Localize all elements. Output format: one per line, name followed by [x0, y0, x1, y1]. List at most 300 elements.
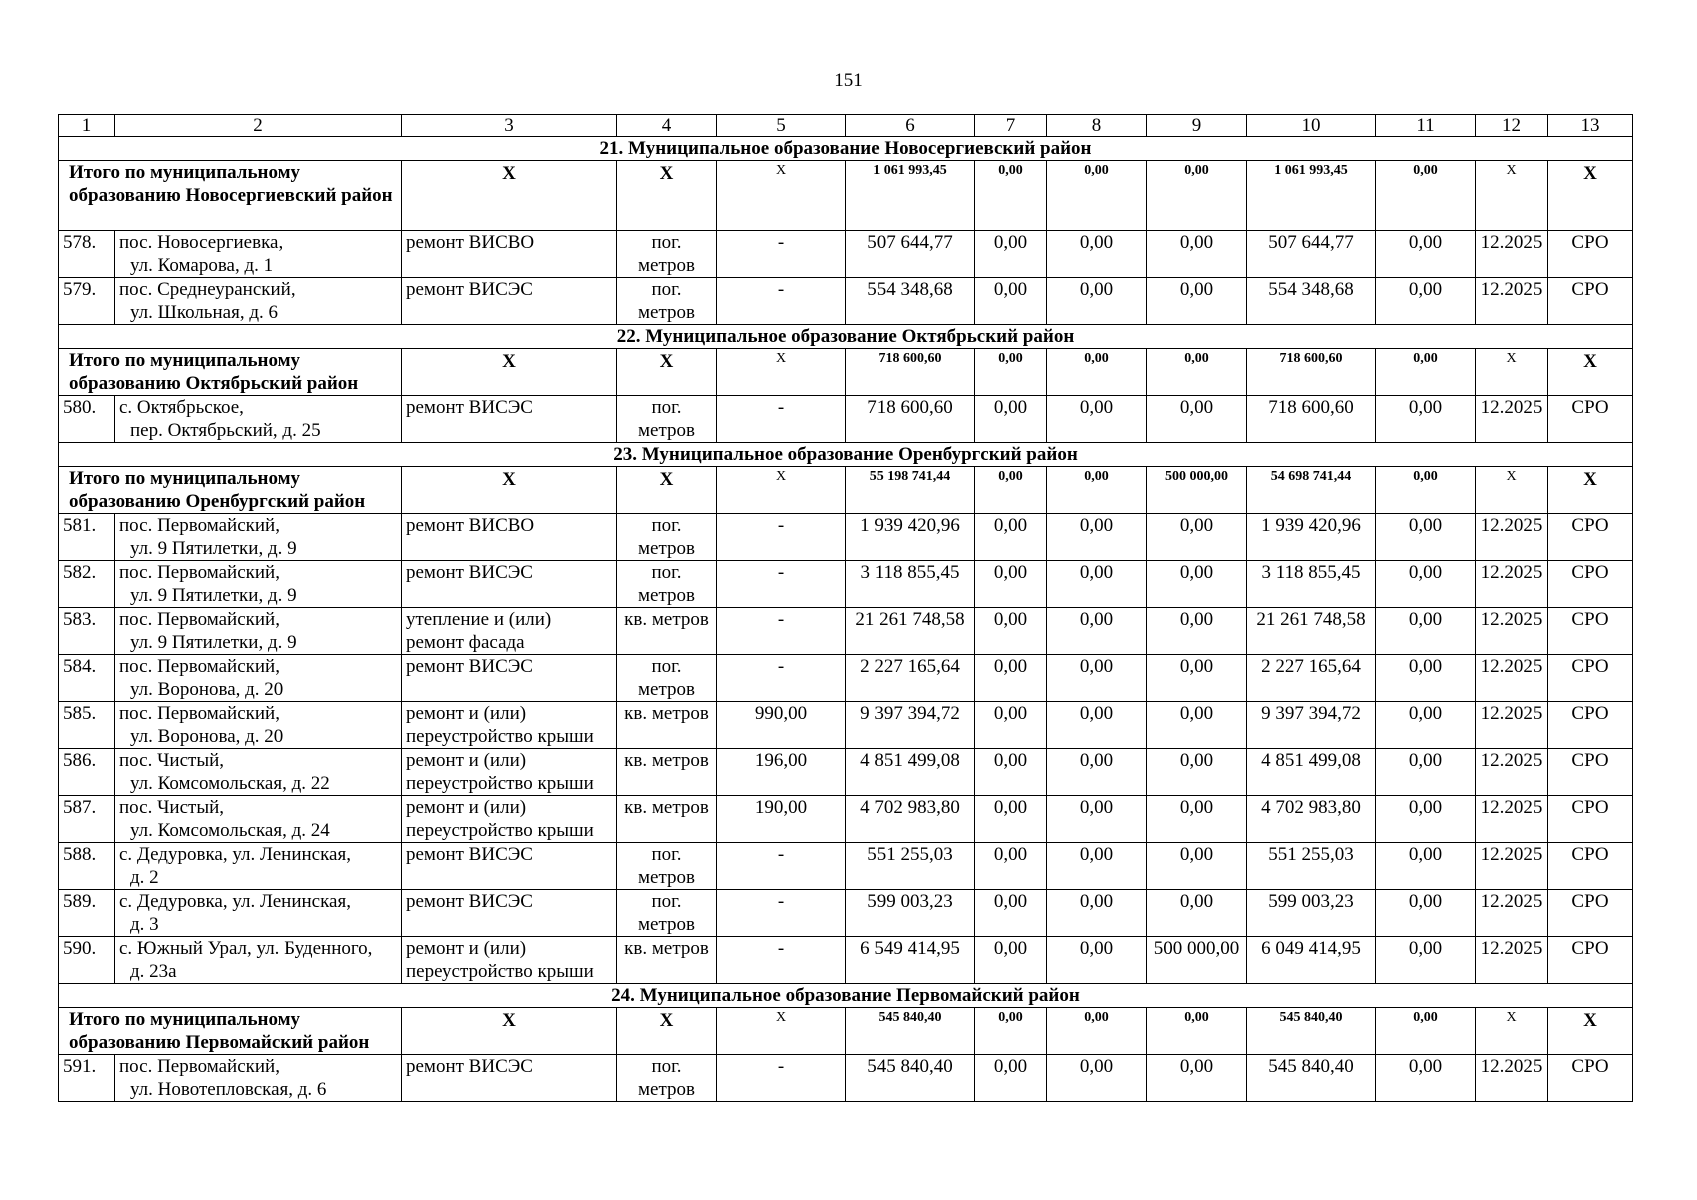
- value-c8: 0,00: [1047, 278, 1147, 325]
- value-c8: 0,00: [1047, 655, 1147, 702]
- unit: пог. метров: [617, 561, 717, 608]
- value-c9: 0,00: [1147, 749, 1247, 796]
- work-type: ремонт ВИСЭС: [402, 655, 617, 702]
- value-c11: 0,00: [1376, 937, 1476, 984]
- total-deadline: X: [1476, 161, 1548, 231]
- value-c10: 2 227 165,64: [1247, 655, 1376, 702]
- value-c12: 12.2025: [1476, 396, 1548, 443]
- value-c7: 0,00: [975, 749, 1047, 796]
- row-number: 586.: [59, 749, 115, 796]
- value-c11: 0,00: [1376, 231, 1476, 278]
- row-number: 578.: [59, 231, 115, 278]
- work-type: ремонт ВИСЭС: [402, 1055, 617, 1102]
- value-c12: 12.2025: [1476, 702, 1548, 749]
- method: СРО: [1548, 608, 1633, 655]
- value-c9: 0,00: [1147, 655, 1247, 702]
- address-line-1: пос. Чистый,: [119, 797, 225, 818]
- row-number: 590.: [59, 937, 115, 984]
- value-c6: 718 600,60: [846, 396, 975, 443]
- work-type: ремонт и (или) переустройство крыши: [402, 749, 617, 796]
- address-line-2: ул. Комсомольская, д. 22: [130, 773, 330, 794]
- value-c5: 990,00: [717, 702, 846, 749]
- value-c5: -: [717, 396, 846, 443]
- column-number-cell: 12: [1476, 115, 1548, 137]
- work-type: ремонт ВИСВО: [402, 231, 617, 278]
- total-amount-c6: 718 600,60: [846, 349, 975, 396]
- unit: пог. метров: [617, 655, 717, 702]
- table-row: [59, 937, 1633, 984]
- address-cell: [115, 608, 402, 655]
- total-unit: X: [617, 161, 717, 231]
- table-row: [59, 655, 1633, 702]
- value-c10: 599 003,23: [1247, 890, 1376, 937]
- value-c7: 0,00: [975, 890, 1047, 937]
- value-c10: 554 348,68: [1247, 278, 1376, 325]
- value-c5: -: [717, 514, 846, 561]
- value-c5: -: [717, 655, 846, 702]
- value-c9: 0,00: [1147, 231, 1247, 278]
- value-c6: 551 255,03: [846, 843, 975, 890]
- value-c8: 0,00: [1047, 514, 1147, 561]
- address-line-1: с. Южный Урал, ул. Буденного,: [119, 938, 373, 959]
- unit: кв. метров: [617, 749, 717, 796]
- value-c8: 0,00: [1047, 890, 1147, 937]
- method: СРО: [1548, 702, 1633, 749]
- value-c10: 21 261 748,58: [1247, 608, 1376, 655]
- unit: пог. метров: [617, 890, 717, 937]
- work-type: ремонт ВИСЭС: [402, 890, 617, 937]
- table-row: [59, 608, 1633, 655]
- method: СРО: [1548, 231, 1633, 278]
- unit: кв. метров: [617, 937, 717, 984]
- table-row: [59, 890, 1633, 937]
- value-c12: 12.2025: [1476, 1055, 1548, 1102]
- unit: пог. метров: [617, 843, 717, 890]
- method: СРО: [1548, 514, 1633, 561]
- address-line-1: пос. Новосергиевка,: [119, 232, 284, 253]
- address-line-1: пос. Первомайский,: [119, 515, 280, 536]
- value-c11: 0,00: [1376, 843, 1476, 890]
- value-c5: -: [717, 1055, 846, 1102]
- column-number-cell: 7: [975, 115, 1047, 137]
- total-label: Итого по муниципальному образованию Первомайский район: [59, 1008, 402, 1055]
- value-c5: -: [717, 561, 846, 608]
- value-c11: 0,00: [1376, 514, 1476, 561]
- total-label: Итого по муниципальному образованию Октябрьский район: [59, 349, 402, 396]
- address-cell: [115, 702, 402, 749]
- value-c9: 0,00: [1147, 702, 1247, 749]
- total-amount-c9: 0,00: [1147, 349, 1247, 396]
- value-c6: 554 348,68: [846, 278, 975, 325]
- total-label: Итого по муниципальному образованию Оренбургский район: [59, 467, 402, 514]
- total-amount-c6: 55 198 741,44: [846, 467, 975, 514]
- row-number: 580.: [59, 396, 115, 443]
- value-c10: 4 851 499,08: [1247, 749, 1376, 796]
- value-c11: 0,00: [1376, 749, 1476, 796]
- column-number-cell: 3: [402, 115, 617, 137]
- value-c11: 0,00: [1376, 561, 1476, 608]
- row-number: 583.: [59, 608, 115, 655]
- column-number-cell: 13: [1548, 115, 1633, 137]
- total-amount-c9: 0,00: [1147, 161, 1247, 231]
- section-total-row: [59, 467, 1633, 514]
- address-cell: [115, 278, 402, 325]
- value-c10: 3 118 855,45: [1247, 561, 1376, 608]
- total-amount-c8: 0,00: [1047, 467, 1147, 514]
- address-line-2: д. 2: [130, 867, 159, 888]
- total-volume: X: [717, 467, 846, 514]
- value-c12: 12.2025: [1476, 561, 1548, 608]
- value-c8: 0,00: [1047, 749, 1147, 796]
- total-label: Итого по муниципальному образованию Новосергиевский район: [59, 161, 402, 231]
- total-amount-c11: 0,00: [1376, 1008, 1476, 1055]
- value-c12: 12.2025: [1476, 749, 1548, 796]
- method: СРО: [1548, 278, 1633, 325]
- value-c6: 3 118 855,45: [846, 561, 975, 608]
- address-line-2: ул. Комарова, д. 1: [130, 255, 274, 276]
- address-cell: [115, 1055, 402, 1102]
- address-line-1: пос. Чистый,: [119, 750, 225, 771]
- total-method: X: [1548, 161, 1633, 231]
- value-c8: 0,00: [1047, 937, 1147, 984]
- method: СРО: [1548, 655, 1633, 702]
- column-number-cell: 9: [1147, 115, 1247, 137]
- value-c10: 507 644,77: [1247, 231, 1376, 278]
- work-type: ремонт ВИСЭС: [402, 561, 617, 608]
- row-number: 585.: [59, 702, 115, 749]
- value-c11: 0,00: [1376, 655, 1476, 702]
- method: СРО: [1548, 890, 1633, 937]
- work-type: ремонт ВИСЭС: [402, 278, 617, 325]
- value-c7: 0,00: [975, 937, 1047, 984]
- method: СРО: [1548, 937, 1633, 984]
- total-unit: X: [617, 467, 717, 514]
- unit: кв. метров: [617, 702, 717, 749]
- total-amount-c9: 0,00: [1147, 1008, 1247, 1055]
- total-method: X: [1548, 467, 1633, 514]
- method: СРО: [1548, 1055, 1633, 1102]
- address-line-1: с. Октябрьское,: [119, 397, 244, 418]
- section-title: 21. Муниципальное образование Новосергиевский район: [59, 137, 1633, 161]
- value-c9: 0,00: [1147, 608, 1247, 655]
- total-amount-c10: 54 698 741,44: [1247, 467, 1376, 514]
- value-c11: 0,00: [1376, 890, 1476, 937]
- address-line-2: д. 23а: [130, 961, 177, 982]
- value-c7: 0,00: [975, 843, 1047, 890]
- table-row: [59, 396, 1633, 443]
- table-row: [59, 796, 1633, 843]
- value-c12: 12.2025: [1476, 843, 1548, 890]
- address-line-2: ул. Воронова, д. 20: [130, 726, 284, 747]
- value-c8: 0,00: [1047, 702, 1147, 749]
- table-row: [59, 514, 1633, 561]
- total-volume: X: [717, 1008, 846, 1055]
- value-c7: 0,00: [975, 655, 1047, 702]
- value-c5: -: [717, 843, 846, 890]
- address-line-1: пос. Первомайский,: [119, 1056, 280, 1077]
- column-number-cell: 11: [1376, 115, 1476, 137]
- table-row: [59, 561, 1633, 608]
- total-amount-c6: 545 840,40: [846, 1008, 975, 1055]
- work-type: ремонт ВИСЭС: [402, 396, 617, 443]
- unit: пог. метров: [617, 396, 717, 443]
- row-number: 584.: [59, 655, 115, 702]
- total-amount-c7: 0,00: [975, 161, 1047, 231]
- total-deadline: X: [1476, 349, 1548, 396]
- value-c6: 1 939 420,96: [846, 514, 975, 561]
- method: СРО: [1548, 796, 1633, 843]
- column-number-cell: 1: [59, 115, 115, 137]
- value-c6: 545 840,40: [846, 1055, 975, 1102]
- total-amount-c8: 0,00: [1047, 161, 1147, 231]
- value-c12: 12.2025: [1476, 231, 1548, 278]
- address-cell: [115, 749, 402, 796]
- address-line-1: с. Дедуровка, ул. Ленинская,: [119, 844, 351, 865]
- value-c8: 0,00: [1047, 561, 1147, 608]
- address-cell: [115, 655, 402, 702]
- work-type: ремонт и (или) переустройство крыши: [402, 796, 617, 843]
- section-total-row: [59, 349, 1633, 396]
- total-amount-c7: 0,00: [975, 467, 1047, 514]
- value-c10: 1 939 420,96: [1247, 514, 1376, 561]
- value-c12: 12.2025: [1476, 278, 1548, 325]
- table-row: [59, 843, 1633, 890]
- table-row: [59, 231, 1633, 278]
- row-number: 591.: [59, 1055, 115, 1102]
- column-number-cell: 8: [1047, 115, 1147, 137]
- section-title-row: [59, 325, 1633, 349]
- address-line-2: ул. 9 Пятилетки, д. 9: [130, 632, 297, 653]
- value-c5: -: [717, 608, 846, 655]
- total-method: X: [1548, 349, 1633, 396]
- address-line-2: ул. Воронова, д. 20: [130, 679, 284, 700]
- address-cell: [115, 843, 402, 890]
- method: СРО: [1548, 561, 1633, 608]
- value-c5: 190,00: [717, 796, 846, 843]
- address-line-1: пос. Среднеуранский,: [119, 279, 296, 300]
- value-c7: 0,00: [975, 702, 1047, 749]
- value-c7: 0,00: [975, 396, 1047, 443]
- table-row: [59, 1055, 1633, 1102]
- unit: пог. метров: [617, 278, 717, 325]
- total-amount-c10: 718 600,60: [1247, 349, 1376, 396]
- section-title: 22. Муниципальное образование Октябрьский район: [59, 325, 1633, 349]
- total-method: X: [1548, 1008, 1633, 1055]
- total-amount-c7: 0,00: [975, 349, 1047, 396]
- work-type: утепление и (или) ремонт фасада: [402, 608, 617, 655]
- value-c7: 0,00: [975, 278, 1047, 325]
- address-line-2: ул. Новотепловская, д. 6: [130, 1079, 327, 1100]
- value-c9: 0,00: [1147, 890, 1247, 937]
- value-c10: 718 600,60: [1247, 396, 1376, 443]
- total-work-type: X: [402, 349, 617, 396]
- total-deadline: X: [1476, 467, 1548, 514]
- row-number: 581.: [59, 514, 115, 561]
- row-number: 582.: [59, 561, 115, 608]
- value-c7: 0,00: [975, 514, 1047, 561]
- value-c12: 12.2025: [1476, 890, 1548, 937]
- work-type: ремонт и (или) переустройство крыши: [402, 702, 617, 749]
- value-c9: 500 000,00: [1147, 937, 1247, 984]
- address-line-2: ул. 9 Пятилетки, д. 9: [130, 585, 297, 606]
- column-number-row: [59, 115, 1633, 137]
- total-unit: X: [617, 349, 717, 396]
- value-c7: 0,00: [975, 231, 1047, 278]
- section-title: 24. Муниципальное образование Первомайский район: [59, 984, 1633, 1008]
- value-c8: 0,00: [1047, 396, 1147, 443]
- value-c9: 0,00: [1147, 278, 1247, 325]
- total-deadline: X: [1476, 1008, 1548, 1055]
- row-number: 579.: [59, 278, 115, 325]
- page-number: 151: [834, 70, 863, 91]
- section-total-row: [59, 161, 1633, 231]
- value-c6: 9 397 394,72: [846, 702, 975, 749]
- column-number-cell: 4: [617, 115, 717, 137]
- address-cell: [115, 796, 402, 843]
- total-amount-c11: 0,00: [1376, 161, 1476, 231]
- value-c8: 0,00: [1047, 796, 1147, 843]
- address-cell: [115, 561, 402, 608]
- address-cell: [115, 396, 402, 443]
- unit: кв. метров: [617, 796, 717, 843]
- value-c10: 4 702 983,80: [1247, 796, 1376, 843]
- address-line-1: пос. Первомайский,: [119, 562, 280, 583]
- total-work-type: X: [402, 1008, 617, 1055]
- address-line-2: ул. Школьная, д. 6: [130, 302, 278, 323]
- address-cell: [115, 231, 402, 278]
- address-line-2: д. 3: [130, 914, 159, 935]
- total-amount-c8: 0,00: [1047, 349, 1147, 396]
- value-c5: 196,00: [717, 749, 846, 796]
- value-c12: 12.2025: [1476, 608, 1548, 655]
- column-number-cell: 6: [846, 115, 975, 137]
- value-c9: 0,00: [1147, 514, 1247, 561]
- value-c11: 0,00: [1376, 702, 1476, 749]
- value-c12: 12.2025: [1476, 655, 1548, 702]
- address-line-2: ул. 9 Пятилетки, д. 9: [130, 538, 297, 559]
- value-c11: 0,00: [1376, 1055, 1476, 1102]
- section-title-row: [59, 443, 1633, 467]
- value-c11: 0,00: [1376, 796, 1476, 843]
- section-total-row: [59, 1008, 1633, 1055]
- value-c12: 12.2025: [1476, 937, 1548, 984]
- value-c5: -: [717, 937, 846, 984]
- method: СРО: [1548, 749, 1633, 796]
- method: СРО: [1548, 396, 1633, 443]
- row-number: 587.: [59, 796, 115, 843]
- total-amount-c7: 0,00: [975, 1008, 1047, 1055]
- value-c5: -: [717, 231, 846, 278]
- value-c9: 0,00: [1147, 1055, 1247, 1102]
- address-line-1: пос. Первомайский,: [119, 703, 280, 724]
- unit: пог. метров: [617, 1055, 717, 1102]
- value-c11: 0,00: [1376, 396, 1476, 443]
- row-number: 589.: [59, 890, 115, 937]
- value-c9: 0,00: [1147, 396, 1247, 443]
- value-c6: 599 003,23: [846, 890, 975, 937]
- total-work-type: X: [402, 467, 617, 514]
- value-c6: 4 702 983,80: [846, 796, 975, 843]
- total-amount-c11: 0,00: [1376, 349, 1476, 396]
- value-c10: 6 049 414,95: [1247, 937, 1376, 984]
- value-c5: -: [717, 278, 846, 325]
- unit: кв. метров: [617, 608, 717, 655]
- unit: пог. метров: [617, 514, 717, 561]
- address-line-1: пос. Первомайский,: [119, 609, 280, 630]
- section-title-row: [59, 137, 1633, 161]
- address-cell: [115, 937, 402, 984]
- total-amount-c10: 545 840,40: [1247, 1008, 1376, 1055]
- value-c8: 0,00: [1047, 1055, 1147, 1102]
- value-c8: 0,00: [1047, 608, 1147, 655]
- value-c9: 0,00: [1147, 796, 1247, 843]
- value-c7: 0,00: [975, 1055, 1047, 1102]
- total-unit: X: [617, 1008, 717, 1055]
- value-c9: 0,00: [1147, 561, 1247, 608]
- value-c6: 507 644,77: [846, 231, 975, 278]
- total-amount-c8: 0,00: [1047, 1008, 1147, 1055]
- column-number-cell: 10: [1247, 115, 1376, 137]
- address-line-1: пос. Первомайский,: [119, 656, 280, 677]
- value-c8: 0,00: [1047, 843, 1147, 890]
- total-amount-c11: 0,00: [1376, 467, 1476, 514]
- value-c6: 2 227 165,64: [846, 655, 975, 702]
- total-amount-c6: 1 061 993,45: [846, 161, 975, 231]
- value-c6: 6 549 414,95: [846, 937, 975, 984]
- total-amount-c10: 1 061 993,45: [1247, 161, 1376, 231]
- total-work-type: X: [402, 161, 617, 231]
- method: СРО: [1548, 843, 1633, 890]
- value-c8: 0,00: [1047, 231, 1147, 278]
- value-c10: 551 255,03: [1247, 843, 1376, 890]
- column-number-cell: 2: [115, 115, 402, 137]
- work-type: ремонт ВИСЭС: [402, 843, 617, 890]
- value-c12: 12.2025: [1476, 514, 1548, 561]
- value-c6: 4 851 499,08: [846, 749, 975, 796]
- value-c6: 21 261 748,58: [846, 608, 975, 655]
- table-row: [59, 702, 1633, 749]
- value-c11: 0,00: [1376, 608, 1476, 655]
- address-cell: [115, 514, 402, 561]
- address-line-2: ул. Комсомольская, д. 24: [130, 820, 330, 841]
- value-c11: 0,00: [1376, 278, 1476, 325]
- work-type: ремонт и (или) переустройство крыши: [402, 937, 617, 984]
- column-number-cell: 5: [717, 115, 846, 137]
- value-c7: 0,00: [975, 561, 1047, 608]
- address-line-2: пер. Октябрьский, д. 25: [130, 420, 321, 441]
- value-c7: 0,00: [975, 608, 1047, 655]
- address-line-1: с. Дедуровка, ул. Ленинская,: [119, 891, 351, 912]
- row-number: 588.: [59, 843, 115, 890]
- value-c7: 0,00: [975, 796, 1047, 843]
- work-type: ремонт ВИСВО: [402, 514, 617, 561]
- total-amount-c9: 500 000,00: [1147, 467, 1247, 514]
- value-c10: 9 397 394,72: [1247, 702, 1376, 749]
- address-cell: [115, 890, 402, 937]
- unit: пог. метров: [617, 231, 717, 278]
- section-title-row: [59, 984, 1633, 1008]
- table-row: [59, 278, 1633, 325]
- value-c9: 0,00: [1147, 843, 1247, 890]
- total-volume: X: [717, 161, 846, 231]
- capital-repair-table: [58, 114, 1633, 1102]
- value-c5: -: [717, 890, 846, 937]
- table-row: [59, 749, 1633, 796]
- value-c10: 545 840,40: [1247, 1055, 1376, 1102]
- value-c12: 12.2025: [1476, 796, 1548, 843]
- total-volume: X: [717, 349, 846, 396]
- section-title: 23. Муниципальное образование Оренбургский район: [59, 443, 1633, 467]
